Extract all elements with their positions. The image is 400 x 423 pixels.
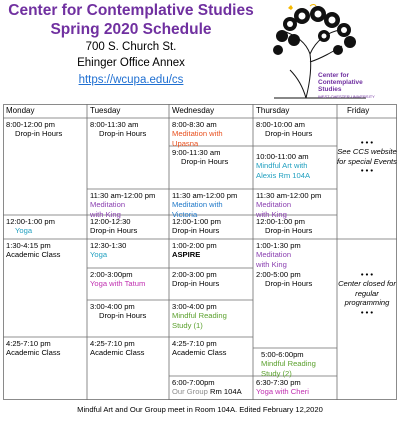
entry-title: Mindful Reading [261,359,316,369]
schedule-entry [169,378,253,397]
entry-time: 5:00-6:00pm [261,350,304,359]
dots-divider: • • • [360,307,374,317]
entry-title: Yoga with Tatum [90,279,146,289]
day-header-tuesday: Tuesday [90,106,121,115]
entry-title: Meditation [256,200,292,210]
schedule-entry [253,241,337,269]
entry-detail: Alexis Rm 104A [256,170,311,180]
entry-title: Yoga [90,250,108,260]
entry-title: Drop-in Hours [265,129,313,139]
entry-title: Drop-in Hours [265,279,313,289]
entry-time: 11:30 am-12:00 pm [256,191,322,200]
closed-notice: Center closed for regular programming [338,279,396,308]
entry-time: 2:00-3:00pm [90,270,133,279]
schedule-entry [253,378,337,397]
schedule-entry [169,339,253,358]
entry-time: 8:00-11:30 am [90,120,139,129]
schedule-table [3,104,397,400]
dots-divider: • • • [360,270,374,279]
entry-detail: with King [256,209,287,219]
entry-title: Academic Class [6,348,61,358]
entry-detail: Upasna [172,138,199,148]
entry-title: Mindful Art with [256,161,308,171]
logo-line-1: Center for [318,72,350,79]
dots-divider: • • • [360,138,374,147]
entry-title: Meditation [256,250,292,260]
header [0,0,262,96]
friday-notice-events [337,138,397,176]
day-header-thursday: Thursday [256,106,290,115]
day-header-friday: Friday [347,106,370,115]
entry-detail: Victoria [172,209,198,219]
schedule-entry [169,120,253,148]
schedule-entry [3,120,87,139]
schedule-entry [253,350,337,378]
footer-note: Mindful Art and Our Group meet in Room 104A. Edited February 12,2020 [77,405,323,414]
entry-title: Our Group [172,387,208,397]
entry-title: Academic Class [6,250,61,260]
entry-title: Drop-in Hours [99,129,147,139]
entry-time: 6:30-7:30 pm [256,378,301,387]
dots-divider: • • • [360,166,374,176]
schedule-entry [253,152,337,180]
schedule-entry [169,191,253,219]
entry-title: Drop-in Hours [181,157,229,167]
schedule-entry [87,339,169,358]
logo-line-3: Studies [318,86,342,93]
entry-title: Academic Class [172,348,227,358]
schedule-entry [253,270,337,289]
entry-time: 2:00-5:00 pm [256,270,301,279]
entry-detail: Study (2) [261,368,292,378]
website-link[interactable]: https://wcupa.edu/cs [78,74,184,86]
schedule-subtitle: Spring 2020 Schedule [50,21,212,38]
schedule-entry [3,241,87,260]
entry-time: 8:00-12:00 pm [6,120,55,129]
logo-line-4: WEST CHESTER UNIVERSITY [318,94,375,99]
entry-detail: Study (1) [172,320,203,330]
entry-time: 12:00-1:00 pm [172,217,221,226]
entry-title: Yoga [15,226,33,236]
entry-time: 1:30-4:15 pm [6,241,51,250]
entry-time: 9:00-11:30 am [172,148,221,157]
building-name: Ehinger Office Annex [77,57,185,69]
schedule-entry [87,270,169,289]
schedule-entry [87,302,169,321]
entry-room: Rm 104A [210,387,242,397]
entry-time: 2:00-3:00 pm [172,270,217,279]
entry-time: 12:30-1:30 [90,241,127,250]
schedule-entry [87,191,169,219]
logo-line-2: Contemplative [318,79,363,86]
entry-time: 6:00-7:00pm [172,378,215,387]
schedule-entry [3,339,87,358]
entry-title: Drop-in Hours [265,226,313,236]
schedule-entry [87,241,169,260]
schedule-entry [253,120,337,139]
entry-title: Academic Class [90,348,145,358]
day-header-monday: Monday [6,106,35,115]
logo-text [318,72,388,100]
entry-detail: with King [90,209,121,219]
entry-time: 12:00-1:00 pm [256,217,305,226]
entry-detail: with King [256,259,287,269]
entry-title: Drop-in Hours [90,226,138,236]
schedule-entry [169,270,253,289]
entry-time: 11:30 am-12:00 pm [90,191,156,200]
entry-time: 11:30 am-12:00 pm [172,191,238,200]
entry-title: Meditation with [172,129,223,139]
entry-title: Mindful Reading [172,311,227,321]
schedule-entry [169,217,253,236]
entry-time: 4:25-7:10 pm [6,339,51,348]
friday-notice-closed [337,270,397,317]
entry-time: 4:25-7:10 pm [90,339,135,348]
entry-time: 3:00-4:00 pm [90,302,135,311]
schedule-entry [87,120,169,139]
center-title: Center for Contemplative Studies [8,2,254,19]
schedule-entry [169,241,253,260]
schedule-entry [253,191,337,219]
entry-title: Drop-in Hours [15,129,63,139]
entry-time: 3:00-4:00 pm [172,302,217,311]
entry-title: Drop-in Hours [99,311,147,321]
entry-title: Meditation [90,200,126,210]
entry-title: Yoga with Cheri [256,387,309,397]
schedule-entry [169,148,253,167]
entry-time: 4:25-7:10 pm [172,339,217,348]
entry-time: 8:00-10:00 am [256,120,305,129]
entry-time: 1:00-2:00 pm [172,241,217,250]
entry-time: 12:00-12:30 [90,217,131,226]
entry-time: 10:00-11:00 am [256,152,309,161]
entry-title: Drop-in Hours [172,226,220,236]
street-address: 700 S. Church St. [85,41,177,53]
entry-title: Meditation with [172,200,223,210]
entry-time: 1:00-1:30 pm [256,241,301,250]
entry-time: 12:00-1:00 pm [6,217,55,226]
entry-title: ASPIRE [172,250,201,260]
entry-time: 8:00-8:30 am [172,120,217,129]
day-header-wednesday: Wednesday [172,106,215,115]
schedule-entry [87,217,169,236]
schedule-entry [253,217,337,236]
events-notice: See CCS website for special Events [337,147,397,166]
schedule-entry [3,217,87,236]
schedule-entry [169,302,253,330]
entry-title: Drop-in Hours [172,279,220,289]
